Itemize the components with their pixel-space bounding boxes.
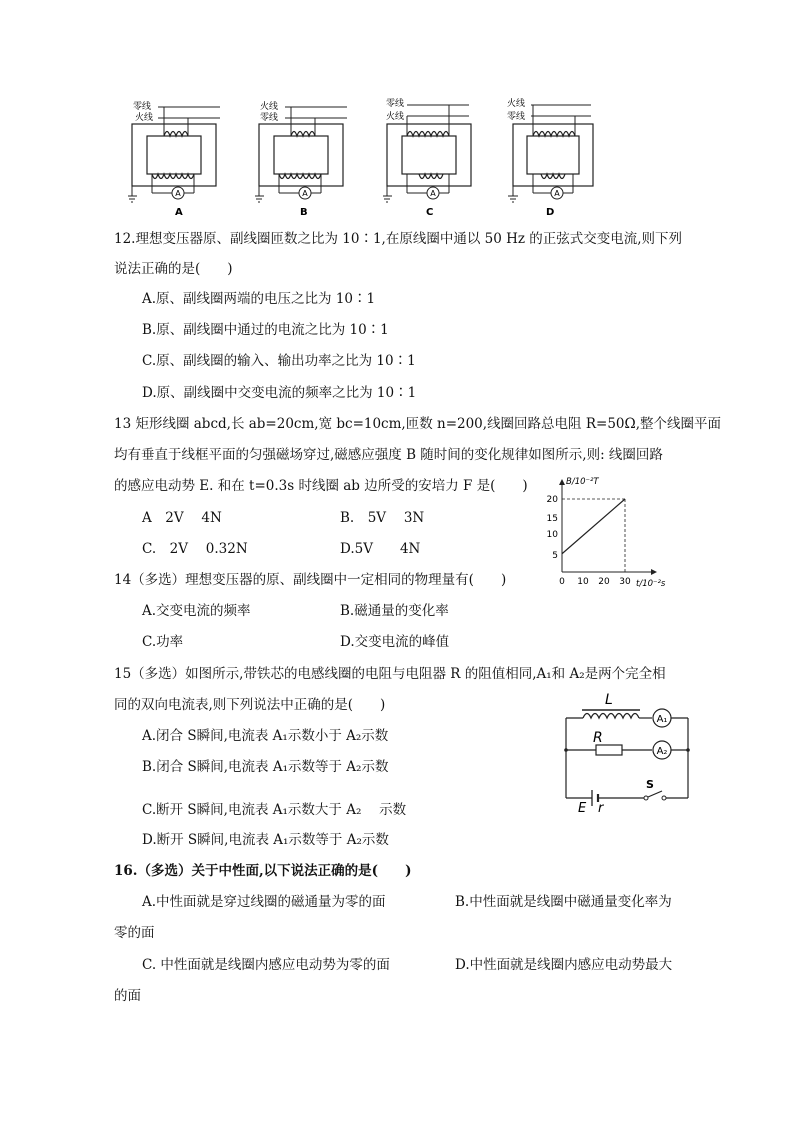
ammeter-label: A bbox=[302, 189, 308, 198]
option-b: B.原、副线圈中通过的电流之比为 10∶1 bbox=[142, 322, 389, 338]
x-tick-label: 0 bbox=[559, 577, 565, 587]
option-c: C. 中性面就是线圈内感应电动势为零的面 bbox=[142, 957, 390, 973]
y-tick-label: 15 bbox=[546, 514, 558, 524]
wire-label-bottom: 火线 bbox=[135, 113, 154, 123]
option-d-continued: 的面 bbox=[114, 988, 141, 1004]
series-line-b bbox=[562, 499, 625, 554]
question-stem: 15（多选）如图所示,带铁芯的电感线圈的电阻与电阻器 R 的阻值相同,A₁和 A₂是两个完全相 bbox=[114, 666, 666, 682]
x-tick-label: 10 bbox=[577, 577, 589, 587]
question-stem: 均有垂直于线框平面的匀强磁场穿过,磁感应强度 B 随时间的变化规律如图所示,则: 线圈回路 bbox=[114, 447, 663, 463]
transformer-figure-d bbox=[505, 96, 605, 220]
ammeter-label: A bbox=[175, 189, 181, 198]
option-b: B.中性面就是线圈中磁通量变化率为 bbox=[455, 894, 672, 910]
x-tick-label: 30 bbox=[619, 577, 631, 587]
transformer-figure-a bbox=[128, 98, 228, 220]
ammeter-label: A bbox=[430, 189, 436, 198]
option-d: D.中性面就是线圈内感应电动势最大 bbox=[455, 957, 673, 973]
y-tick-label: 20 bbox=[546, 495, 558, 505]
wire-label-top: 火线 bbox=[260, 102, 279, 112]
option-d: D.原、副线圈中交变电流的频率之比为 10∶1 bbox=[142, 385, 417, 401]
question-stem: 说法正确的是( ) bbox=[114, 261, 233, 277]
question-stem: 14（多选）理想变压器的原、副线圈中一定相同的物理量有( ) bbox=[114, 572, 507, 588]
lr-circuit-diagram bbox=[558, 690, 698, 816]
option-c: C.断开 S瞬间,电流表 A₁示数大于 A₂ 示数 bbox=[142, 802, 407, 818]
b-t-graph bbox=[538, 474, 670, 590]
wire-label-bottom: 零线 bbox=[260, 113, 279, 123]
question-stem: 13 矩形线圈 abcd,长 ab=20cm,宽 bc=10cm,匝数 n=200,线圈回路总电阻 R=50Ω,整个线圈平面 bbox=[114, 416, 721, 432]
option-a: A 2V 4N bbox=[142, 510, 222, 526]
option-d: D.5V 4N bbox=[340, 541, 421, 557]
option-b: B. 5V 3N bbox=[340, 510, 425, 526]
ammeter-label: A bbox=[554, 189, 560, 198]
wire-label-top: 火线 bbox=[507, 99, 526, 109]
option-b-continued: 零的面 bbox=[114, 925, 155, 941]
y-tick-label: 5 bbox=[552, 551, 558, 561]
wire-label-top: 零线 bbox=[133, 102, 152, 112]
option-b: B.磁通量的变化率 bbox=[340, 603, 449, 619]
option-b: B.闭合 S瞬间,电流表 A₁示数等于 A₂示数 bbox=[142, 759, 389, 775]
wire-label-top: 零线 bbox=[386, 99, 405, 109]
option-c: C.功率 bbox=[142, 634, 184, 650]
option-d: D.交变电流的峰值 bbox=[340, 634, 450, 650]
y-tick-label: 10 bbox=[546, 530, 558, 540]
option-c: C. 2V 0.32N bbox=[142, 541, 248, 557]
x-tick-label: 20 bbox=[598, 577, 610, 587]
option-a: A.中性面就是穿过线圈的磁通量为零的面 bbox=[142, 894, 386, 910]
internal-resistance-label: r bbox=[598, 801, 604, 816]
figure-option-label: A bbox=[175, 207, 183, 218]
figure-option-label: C bbox=[426, 207, 434, 218]
ammeter-a1-label: A₁ bbox=[656, 714, 668, 725]
ammeter-a2-label: A₂ bbox=[656, 746, 668, 757]
y-axis-label: B/10⁻²T bbox=[566, 477, 599, 487]
resistor-label: R bbox=[593, 730, 603, 746]
option-a: A.交变电流的频率 bbox=[142, 603, 251, 619]
question-stem: 的感应电动势 E. 和在 t=0.3s 时线圈 ab 边所受的安培力 F 是( ) bbox=[114, 478, 528, 494]
option-a: A.闭合 S瞬间,电流表 A₁示数小于 A₂示数 bbox=[142, 728, 389, 744]
question-stem: 12.理想变压器原、副线圈匝数之比为 10∶1,在原线圈中通以 50 Hz 的正弦式交变电流,则下列 bbox=[114, 231, 683, 247]
x-axis-label: t/10⁻²s bbox=[636, 579, 666, 589]
question-stem: 16.（多选）关于中性面,以下说法正确的是( ) bbox=[114, 863, 412, 879]
inductor-label: L bbox=[605, 692, 613, 708]
transformer-figure-c bbox=[383, 96, 483, 220]
figure-option-label: B bbox=[300, 207, 308, 218]
option-c: C.原、副线圈的输入、输出功率之比为 10∶1 bbox=[142, 353, 416, 369]
transformer-figure-b bbox=[255, 98, 355, 220]
figure-option-label: D bbox=[546, 207, 555, 218]
emf-label: E bbox=[578, 801, 587, 816]
option-a: A.原、副线圈两端的电压之比为 10∶1 bbox=[142, 291, 376, 307]
option-d: D.断开 S瞬间,电流表 A₁示数等于 A₂示数 bbox=[142, 832, 389, 848]
switch-label: S bbox=[646, 778, 654, 791]
wire-label-bottom: 零线 bbox=[507, 112, 526, 122]
wire-label-bottom: 火线 bbox=[386, 112, 405, 122]
question-stem: 同的双向电流表,则下列说法中正确的是( ) bbox=[114, 697, 386, 713]
